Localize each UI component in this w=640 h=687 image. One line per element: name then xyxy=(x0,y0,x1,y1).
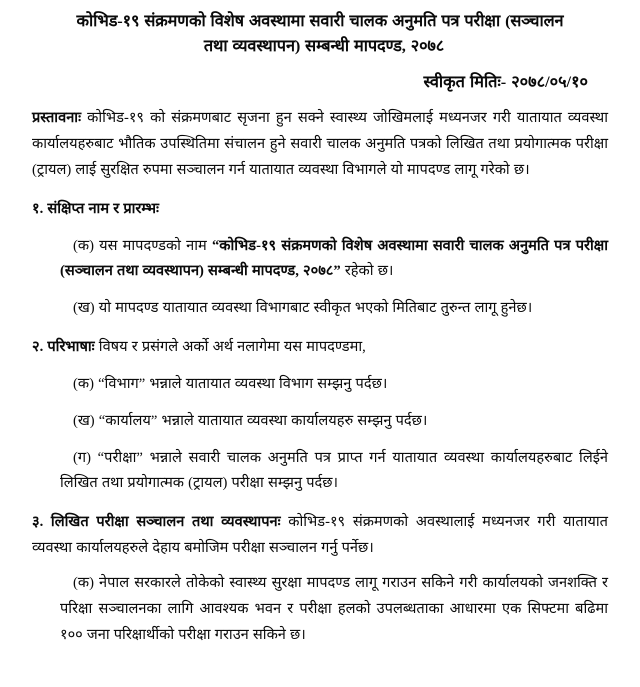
clause-1-kha-text: (ख) यो मापदण्ड यातायात व्यवस्था विभागबाट स्वीकृत भएको मितिबाट तुरुन्त लागू हुनेछ। xyxy=(73,300,533,317)
document-title-line-2: तथा व्यवस्थापन) सम्बन्धी मापदण्ड, २०७८ xyxy=(203,35,445,55)
clause-1-ka-quoted-name: “कोभिड-१९ संक्रमणको विशेष अवस्थामा सवारी चालक अनुमति पत्र परीक्षा (सञ्चालन तथा व्यवस्थापन) सम्बन्धी मापदण्ड, २०७८” xyxy=(60,237,608,280)
section-heading-2-bold: २. परिभाषाः xyxy=(32,339,95,356)
clause-3-ka xyxy=(32,562,608,648)
clause-1-kha xyxy=(32,285,608,322)
section-heading-2 xyxy=(32,322,608,361)
clause-1-ka xyxy=(32,223,608,286)
section-heading-3 xyxy=(32,497,608,562)
section-heading-3-bold: ३. लिखित परीक्षा सञ्चालन तथा व्यवस्थापनः xyxy=(32,514,281,531)
document-title-line-1: कोभिड-१९ संक्रमणको विशेष अवस्थामा सवारी चालक अनुमति पत्र परीक्षा (सञ्चालन xyxy=(76,11,564,30)
clause-2-ga-text: (ग) “परीक्षा” भन्नाले सवारी चालक अनुमति पत्र प्राप्त गर्न यातायात व्यवस्था कार्यालयहरुबाट लिईने लिखित तथा प्रयोगात्मक (ट्रायल) परीक्षा सम्झनु पर्दछ। xyxy=(60,449,608,492)
clause-2-ka-text: (क) “विभाग” भन्नाले यातायात व्यवस्था विभाग सम्झनु पर्दछ। xyxy=(73,375,388,392)
clause-2-kha-text: (ख) “कार्यालय” भन्नाले यातायात व्यवस्था कार्यालयहरु सम्झनु पर्दछ। xyxy=(73,412,428,429)
clause-2-kha xyxy=(32,398,608,435)
document-title xyxy=(32,0,608,59)
clause-1-ka-pre: (क) यस मापदण्डको नाम xyxy=(73,237,212,254)
section-heading-1 xyxy=(32,184,608,223)
approval-date: स्वीकृत मितिः- २०७८/०५/१० xyxy=(423,71,588,91)
clause-2-ga xyxy=(32,435,608,498)
section-heading-3-rest: कोभिड-१९ संक्रमणको अवस्थालाई मध्यनजर गरी यातायात व्यवस्था कार्यालयहरुले देहाय बमोजिम परीक्षा सञ्चालन गर्नु पर्नेछ। xyxy=(32,514,608,557)
section-heading-1-bold: १. संक्षिप्त नाम र प्रारम्भः xyxy=(32,200,159,217)
preamble-label: प्रस्तावनाः xyxy=(32,110,82,127)
clause-3-ka-text: (क) नेपाल सरकारले तोकेको स्वास्थ्य सुरक्षा मापदण्ड लागू गराउन सकिने गरी कार्यालयको जनशक्ति र परिक्षा सञ्चालनका लागि आवश्यक भवन र परीक्षा हलको उपलब्धताका आधारमा एक सिफ्टमा बढिमा १०० जना परिक्षार्थीको परीक्षा गराउन सकिने छ। xyxy=(60,574,608,643)
preamble-paragraph xyxy=(32,93,608,183)
preamble-text: कोभिड-१९ को संक्रमणबाट सृजना हुन सक्ने स्वास्थ्य जोखिमलाई मध्यनजर गरी यातायात व्यवस्था कार्यालयहरुबाट भौतिक उपस्थितिमा संचालन हुने सवारी चालक अनुमति पत्रको लिखित तथा प्रयोगात्मक परीक्षा (ट्रायल) लाई सुरक्षित रुपमा सञ्चालन गर्न यातायात व्यवस्था विभागले यो मापदण्ड लागू गरेको छ। xyxy=(32,110,608,178)
clause-1-ka-post: रहेको छ। xyxy=(340,263,394,280)
section-heading-2-rest: विषय र प्रसंगले अर्को अर्थ नलागेमा यस मापदण्डमा, xyxy=(94,339,366,356)
clause-2-ka xyxy=(32,361,608,398)
